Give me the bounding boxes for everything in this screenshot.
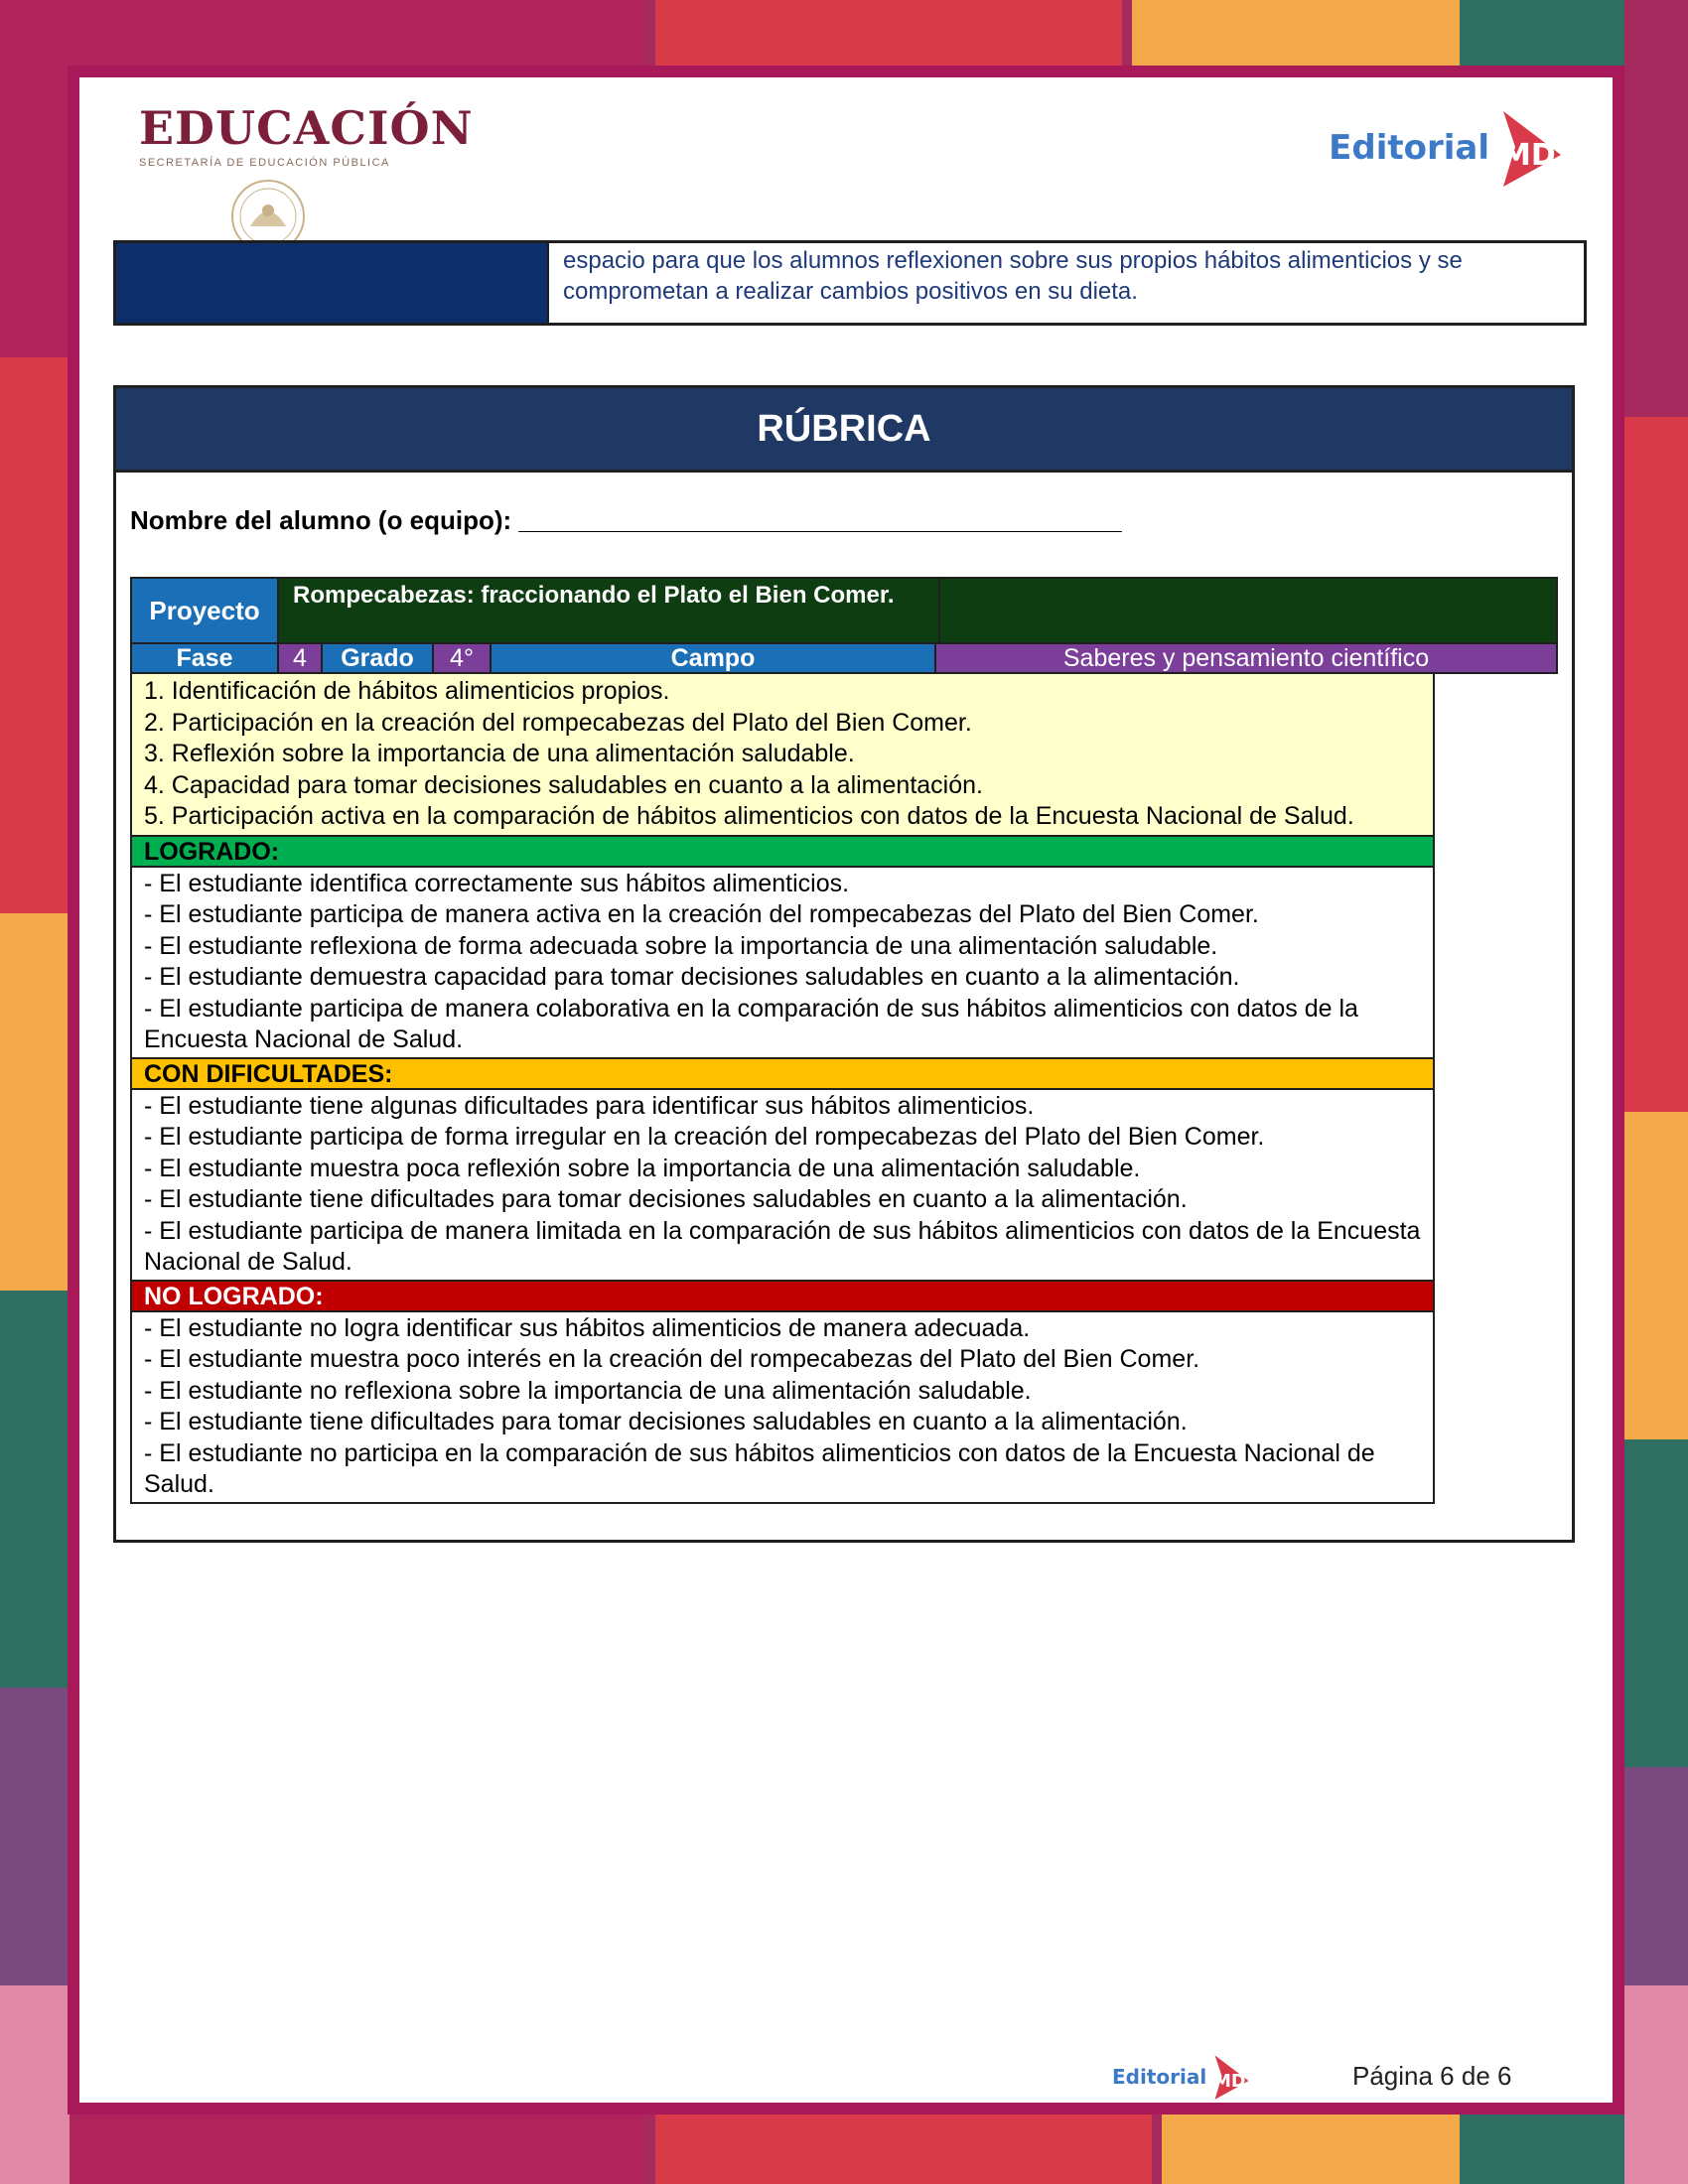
project-row — [130, 577, 1556, 642]
rubric-grid — [130, 577, 1556, 1502]
descriptor-item: - El estudiante tiene algunas dificultades para identificar sus hábitos alimenticios. — [144, 1091, 1035, 1120]
criteria-item: 2. Participación en la creación del rompecabezas del Plato del Bien Comer. — [144, 708, 972, 737]
descriptor-item: - El estudiante no reflexiona sobre la importancia de una alimentación saludable. — [144, 1376, 1032, 1405]
bg-tile — [1624, 0, 1688, 417]
bg-tile — [655, 2115, 1152, 2184]
bg-tile — [1624, 417, 1688, 1112]
descriptor-item: - El estudiante participa de manera limitada en la comparación de sus hábitos alimenticios con datos de la Encuesta Nacional de Salud. — [144, 1216, 1421, 1276]
dificultades-descriptors — [130, 1088, 1435, 1282]
no-logrado-descriptors — [130, 1310, 1435, 1504]
no-logrado-header: NO LOGRADO: — [130, 1280, 1435, 1312]
student-name-field[interactable]: Nombre del alumno (o equipo): __________________________________________ — [130, 505, 1122, 535]
page-number: Página 6 de 6 — [1352, 2061, 1512, 2091]
descriptor-item: - El estudiante muestra poco interés en la creación del rompecabezas del Plato del Bien Comer. — [144, 1345, 1200, 1373]
bg-tile — [0, 1291, 70, 1688]
sep-logo — [139, 101, 474, 169]
md-mark-icon — [1489, 107, 1563, 189]
footer-md-mark-text: MD — [1213, 2071, 1246, 2092]
descriptor-item: - El estudiante tiene dificultades para tomar decisiones saludables en cuanto a la alimentación. — [144, 1408, 1188, 1435]
rubrica-table — [113, 385, 1575, 1543]
bg-tile — [1624, 1112, 1688, 1439]
top-continuation-box — [113, 240, 1587, 326]
footer-md-mark-icon — [1206, 2053, 1250, 2101]
rubrica-title: RÚBRICA — [116, 388, 1572, 473]
descriptor-item: - El estudiante reflexiona de forma adecuada sobre la importancia de una alimentación saludable. — [144, 931, 1218, 960]
meta-row — [130, 642, 1556, 672]
bg-tile — [1624, 1767, 1688, 1985]
editorial-word: Editorial — [1329, 128, 1489, 168]
bg-tile — [655, 0, 1122, 66]
bg-tile — [0, 1688, 70, 1985]
criteria-item: 5. Participación activa en la comparación de hábitos alimenticios con datos de la Encuesta Nacional de Salud. — [144, 802, 1354, 830]
fase-value: 4 — [277, 642, 323, 674]
page-frame — [68, 66, 1624, 2115]
logrado-descriptors — [130, 866, 1435, 1059]
bg-tile — [1624, 1985, 1688, 2184]
bg-tile — [1460, 0, 1624, 66]
logrado-header: LOGRADO: — [130, 835, 1435, 868]
footer-editorial-logo — [1112, 2053, 1250, 2101]
descriptor-item: - El estudiante no logra identificar sus hábitos alimenticios de manera adecuada. — [144, 1313, 1031, 1342]
criteria-block — [130, 672, 1435, 837]
descriptor-item: - El estudiante participa de forma irregular en la creación del rompecabezas del Plato del Bien Comer. — [144, 1123, 1265, 1151]
bg-tile — [0, 1985, 70, 2184]
bg-tile — [1162, 2115, 1460, 2184]
descriptor-item: - El estudiante identifica correctamente sus hábitos alimenticios. — [144, 869, 850, 897]
descriptor-item: - El estudiante muestra poca reflexión sobre la importancia de una alimentación saludable. — [144, 1154, 1141, 1182]
bg-tile — [70, 2115, 645, 2184]
project-value: Rompecabezas: fraccionando el Plato el Bien Comer. — [277, 577, 940, 644]
grado-value: 4° — [432, 642, 492, 674]
descriptor-item: - El estudiante tiene dificultades para tomar decisiones saludables en cuanto a la alimentación. — [144, 1185, 1188, 1213]
criteria-item: 4. Capacidad para tomar decisiones saludables en cuanto a la alimentación. — [144, 770, 983, 799]
edu-subtitle: SECRETARÍA DE EDUCACIÓN PÚBLICA — [139, 157, 390, 169]
top-box-text: espacio para que los alumnos reflexionen sobre sus propios hábitos alimenticios y se comprometan a realizar cambios positivos en su dieta. — [563, 247, 1463, 305]
bg-tile — [0, 913, 70, 1291]
dificultades-header: CON DIFICULTADES: — [130, 1057, 1435, 1090]
criteria-item: 3. Reflexión sobre la importancia de una alimentación saludable. — [144, 740, 855, 767]
descriptor-item: - El estudiante demuestra capacidad para tomar decisiones saludables en cuanto a la alimentación. — [144, 963, 1240, 991]
descriptor-item: - El estudiante participa de manera activa en la creación del rompecabezas del Plato del Bien Comer. — [144, 900, 1259, 928]
bg-tile — [1460, 2115, 1624, 2184]
footer-editorial-word: Editorial — [1112, 2065, 1207, 2089]
project-label: Proyecto — [130, 577, 279, 644]
fase-label: Fase — [130, 642, 279, 674]
md-mark-text: MD — [1501, 138, 1556, 173]
campo-value: Saberes y pensamiento científico — [934, 642, 1558, 674]
project-empty-cell — [938, 577, 1558, 644]
bg-tile — [0, 0, 70, 357]
bg-tile — [0, 357, 70, 913]
editorial-md-logo — [1329, 107, 1563, 189]
criteria-item: 1. Identificación de hábitos alimenticios propios. — [144, 677, 670, 705]
descriptor-item: - El estudiante participa de manera colaborativa en la comparación de sus hábitos alimenticios con datos de la Encuesta Nacional de Salud. — [144, 994, 1358, 1053]
bg-tile — [70, 0, 645, 66]
top-box-navy-cell — [116, 243, 549, 323]
page-paper — [79, 77, 1613, 2103]
grado-label: Grado — [321, 642, 434, 674]
bg-tile — [1132, 0, 1460, 66]
edu-title: EDUCACIÓN — [139, 101, 474, 155]
bg-tile — [1624, 1439, 1688, 1767]
descriptor-item: - El estudiante no participa en la comparación de sus hábitos alimenticios con datos de la Encuesta Nacional de Salud. — [144, 1438, 1375, 1498]
campo-label: Campo — [490, 642, 936, 674]
